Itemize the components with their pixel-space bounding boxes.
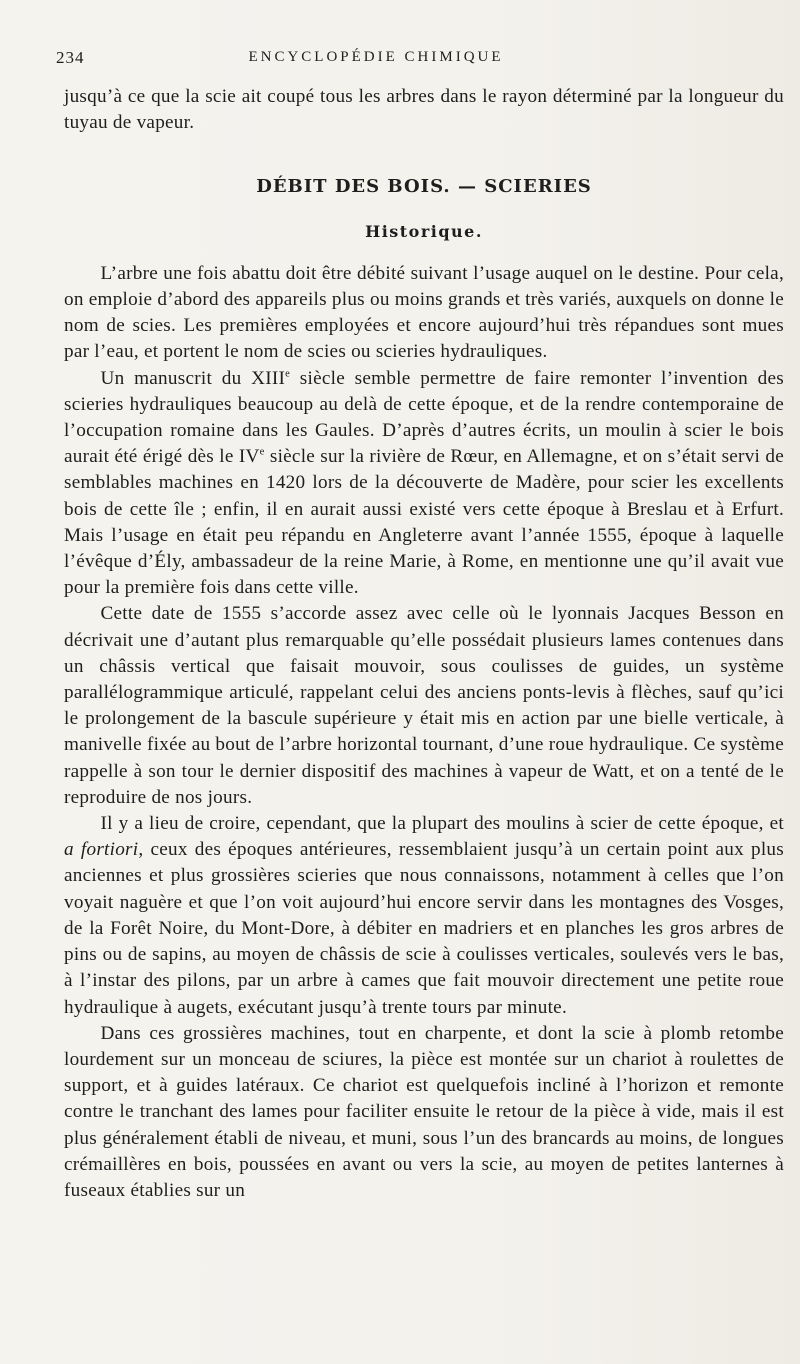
- superscript: e: [259, 446, 265, 458]
- paragraph-4-part-a: Il y a lieu de croire, cependant, que la plupart des moulins à scier de cette époque, et: [100, 813, 784, 835]
- paragraph-2-part-c: siècle sur la rivière de Rœur, en Allemagne, et on s’était servi de semblables machines en 1420 lors de la découverte de Madère, pour scier les excellents bois de cette île ; enfin, il en aurait aussi existé vers cette époque à Breslau et à Erfurt. Mais l’usage en était peu répandu en Angleterre avant l’année 1555, époque à laquelle l’évêque d’Ély, ambassadeur de la reine Marie, à Rome, en mentionne une qu’il avait vue pour la première fois dans cette ville.: [64, 446, 785, 599]
- superscript: e: [285, 368, 291, 380]
- body-text: [64, 84, 784, 1204]
- paragraph-2: [64, 366, 784, 602]
- italic-phrase: a fortiori: [64, 839, 139, 861]
- paragraph-5: Dans ces grossières machines, tout en charpente, et dont la scie à plomb retombe lourdement sur un monceau de sciures, la pièce est montée sur un chariot à roulettes de support, et à guides latéraux. Ce chariot est quelquefois incliné à l’horizon et remonte contre le tranchant des lames pour faciliter ensuite le retour de la pièce à vide, mais il est plus généralement établi de niveau, et muni, sous l’un des brancards au moins, de longues crémaillères en bois, poussées en avant ou vers la scie, au moyen de petites lanternes à fuseaux établies sur un: [64, 1022, 784, 1201]
- section-title: DÉBIT DES BOIS. — SCIERIES: [256, 176, 592, 198]
- paragraph-1: L’arbre une fois abattu doit être débité suivant l’usage auquel on le destine. Pour cela, on emploie d’abord des appareils plus ou moins grands et très variés, auxquels on donne le nom de scies. Les premières employées et encore aujourd’hui très répandues sont mues par l’eau, et portent le nom de scies ou scieries hydrauliques.: [64, 262, 784, 363]
- paragraph-3: Cette date de 1555 s’accorde assez avec celle où le lyonnais Jacques Besson en décrivait une d’autant plus remarquable qu’elle possédait plusieurs lames contenues dans un châssis vertical que faisait mouvoir, sous coulisses de guides, un système parallélogrammique articulé, rappelant celui des anciens ponts-levis à flèches, sauf qu’ici le prolongement de la bascule supérieure y était mis en action par une bielle verticale, à manivelle fixée au bout de l’arbre horizontal tournant, d’une roue hydraulique. Ce système rappelle à son tour le dernier dispositif des machines à vapeur de Watt, et on a tenté de le reproduire de nos jours.: [64, 603, 784, 808]
- paragraph-4: [64, 811, 784, 1021]
- running-head: [56, 48, 776, 72]
- subsection-title: Historique.: [365, 221, 483, 241]
- continuation-paragraph: jusqu’à ce que la scie ait coupé tous les arbres dans le rayon déterminé par la longueur du tuyau de vapeur.: [64, 86, 784, 134]
- paragraph-4-part-b: , ceux des époques antérieures, ressemblaient jusqu’à un certain point aux plus anciennes et plus grossières scieries que nous connaissons, notamment à celles que l’on voyait naguère et que l’on voit aujourd’hui encore servir dans les montagnes des Vosges, de la Forêt Noire, du Mont-Dore, à débiter en madriers et en planches les gros arbres de pins ou de sapins, au moyen de châssis de scie à coulisses verticales, soulevés vers le bas, à l’instar des pilons, par un arbre à cames que fait mouvoir directement une petite roue hydraulique à augets, exécutant jusqu’à trente tours par minute.: [64, 839, 784, 1018]
- page-number: 234: [56, 48, 85, 67]
- running-title: ENCYCLOPÉDIE CHIMIQUE: [248, 49, 504, 65]
- paragraph-2-part-b: siècle semble permettre de faire remonter l’invention des scieries hydrauliques beaucoup au delà de cette époque, et de la rendre contemporaine de l’occupation romaine dans les Gaules. D’après d’autres écrits, un moulin à scier le bois aurait été érigé dès le IV: [64, 367, 785, 468]
- paragraph-2-part-a: Un manuscrit du XIII: [100, 367, 286, 389]
